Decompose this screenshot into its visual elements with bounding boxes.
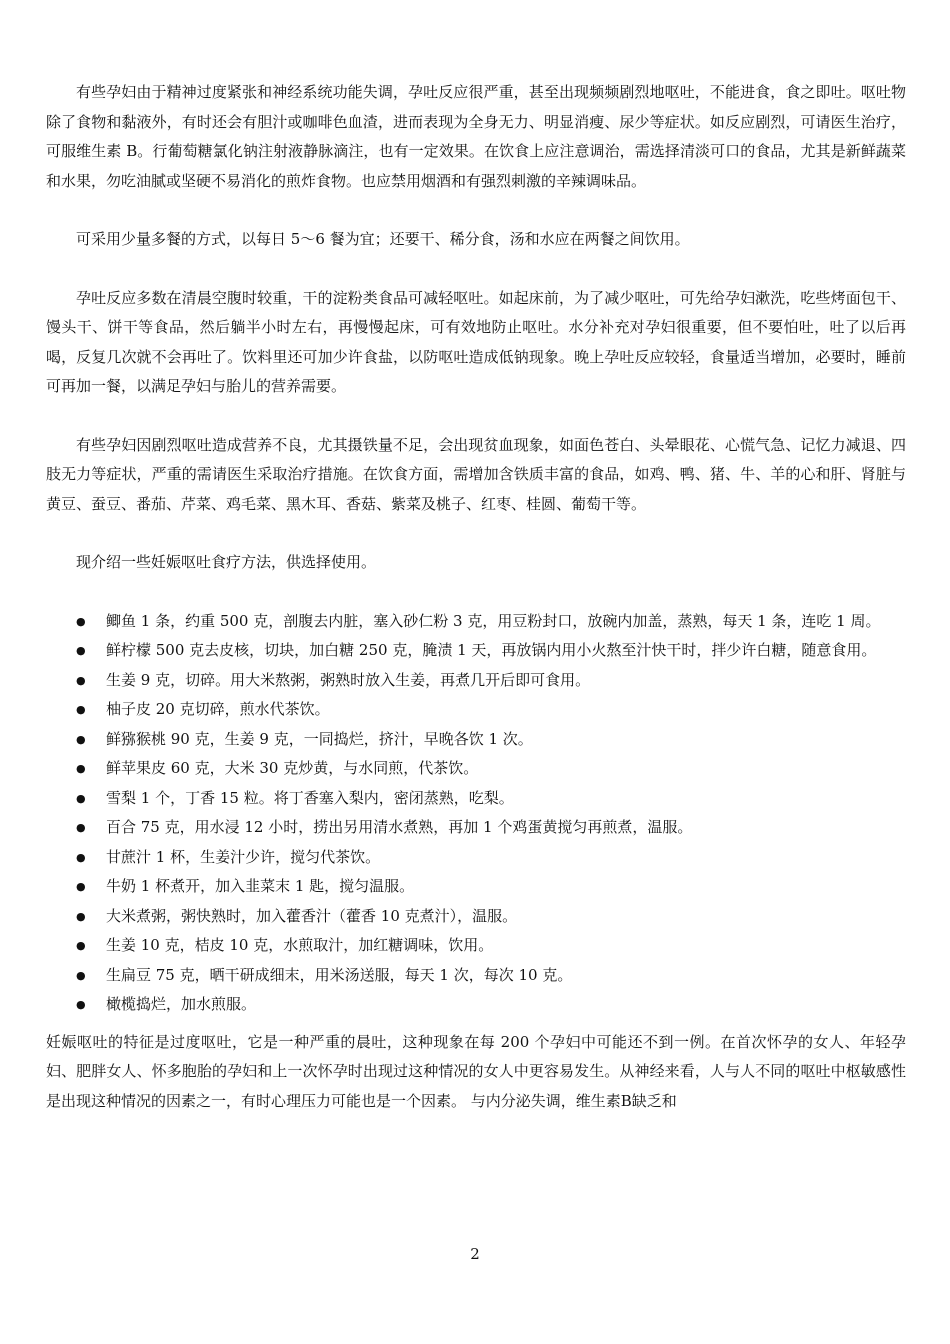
bullet-icon: ● [76, 791, 86, 805]
bullet-icon: ● [76, 968, 86, 982]
paragraph-anemia: 有些孕妇因剧烈呕吐造成营养不良，尤其摄铁量不足，会出现贫血现象，如面色苍白、头晕眼花、心慌气急、记忆力减退、四肢无力等症状，严重的需请医生采取治疗措施。在饮食方面，需增加含铁质丰富的食品，如鸡、鸭、猪、牛、羊的心和肝、肾脏与黄豆、蚕豆、番茄、芹菜、鸡毛菜、黑木耳、香菇、紫菜及桃子、红枣、桂圆、葡萄干等。 [46, 435, 906, 513]
list-item-text: 生姜 10 克，桔皮 10 克，水煎取汁，加红糖调味，饮用。 [106, 936, 494, 954]
page-number: 2 [470, 1245, 480, 1263]
paragraph-morning-sickness: 孕吐反应多数在清晨空腹时较重，干的淀粉类食品可减轻呕吐。如起床前，为了减少呕吐，可先给孕妇漱洗，吃些烤面包干、馒头干、饼干等食品，然后躺半小时左右，再慢慢起床，可有效地防止呕吐。水分补充对孕妇很重要，但不要怕吐，吐了以后再喝，反复几次就不会再吐了。饮料里还可加少许食盐，以防呕吐造成低钠现象。晚上孕吐反应较轻，食量适当增加，必要时，睡前可再加一餐，以满足孕妇与胎儿的营养需要。 [46, 288, 906, 395]
paragraph-gap [46, 255, 906, 284]
list-item [46, 725, 906, 755]
bullet-icon: ● [76, 821, 86, 834]
paragraph-hyperemesis: 妊娠呕吐的特征是过度呕吐，它是一种严重的晨吐，这种现象在每 200 个孕妇中可能还不到一例。在首次怀孕的女人、年轻孕妇、肥胖女人、怀多胞胎的孕妇和上一次怀孕时出现过这种情况的女人中更容易发生。从神经来看，人与人不同的呕吐中枢敏感性是出现这种情况的因素之一，有时心理压力可能也是一个因素。 与内分泌失调，维生素B缺乏和 [46, 1032, 906, 1110]
list-item [46, 754, 906, 784]
list-item [46, 813, 906, 843]
list-item-text: 百合 75 克，用水浸 12 小时，捞出另用清水煮熟，再加 1 个鸡蛋黄搅匀再煎煮，温服。 [106, 818, 693, 836]
list-item [46, 636, 906, 666]
list-item-text: 鲜柠檬 500 克去皮核，切块，加白糖 250 克，腌渍 1 天，再放锅内用小火熬至汁快干时，拌少许白糖，随意食用。 [106, 641, 877, 659]
bullet-icon: ● [76, 732, 86, 746]
list-item-text: 雪梨 1 个，丁香 15 粒。将丁香塞入梨内，密闭蒸熟，吃梨。 [106, 788, 514, 807]
list-item-text: 牛奶 1 杯煮开，加入韭菜末 1 匙，搅匀温服。 [106, 877, 415, 895]
list-item [46, 784, 906, 814]
list-item [46, 695, 906, 725]
list-item-text: 柚子皮 20 克切碎，煎水代茶饮。 [106, 700, 330, 718]
bullet-icon: ● [76, 673, 86, 687]
list-item [46, 931, 906, 961]
list-item [46, 872, 906, 902]
list-item [46, 902, 906, 932]
bullet-icon: ● [76, 762, 86, 775]
bullet-icon: ● [76, 998, 86, 1011]
paragraph-severe-vomiting: 有些孕妇由于精神过度紧张和神经系统功能失调，孕吐反应很严重，甚至出现频频剧烈地呕吐，不能进食，食之即吐。呕吐物除了食物和黏液外，有时还会有胆汁或咖啡色血渣，进而表现为全身无力、明显消瘦、尿少等症状。如反应剧烈，可请医生治疗，可服维生素 B。行葡萄糖氯化钠注射液静脉滴注，也有一定效果。在饮食上应注意调治，需选择清淡可口的食品，尤其是新鲜蔬菜和水果，勿吃油腻或坚硬不易消化的煎炸食物。也应禁用烟酒和有强烈刺激的辛辣调味品。 [46, 83, 906, 190]
bullet-icon: ● [76, 614, 86, 628]
list-item-text: 甘蔗汁 1 杯，生姜汁少许，搅匀代茶饮。 [106, 847, 381, 866]
list-item [46, 990, 906, 1020]
bullet-icon: ● [76, 909, 86, 923]
list-item [46, 666, 906, 696]
list-item [46, 843, 906, 873]
list-item-text: 鲫鱼 1 条，约重 500 克，剖腹去内脏，塞入砂仁粉 3 克，用豆粉封口，放碗内加盖，蒸熟，每天 1 条，连吃 1 周。 [106, 611, 881, 630]
list-item-text: 鲜苹果皮 60 克，大米 30 克炒黄，与水同煎，代茶饮。 [106, 759, 479, 777]
list-item-text: 橄榄捣烂，加水煎服。 [106, 995, 257, 1013]
list-item-text: 生姜 9 克，切碎。用大米熬粥，粥熟时放入生姜，再煮几开后即可食用。 [106, 670, 591, 689]
remedy-list [46, 607, 906, 1020]
bullet-icon: ● [76, 644, 86, 657]
list-item-text: 大米煮粥，粥快熟时，加入藿香汁（藿香 10 克煮汁），温服。 [106, 906, 518, 925]
list-item [46, 607, 906, 637]
paragraph-gap [46, 402, 906, 431]
list-item-text: 生扁豆 75 克，晒干研成细末，用米汤送服，每天 1 次，每次 10 克。 [106, 965, 573, 984]
paragraph-gap [46, 578, 906, 607]
paragraph-remedies-intro: 现介绍一些妊娠呕吐食疗方法，供选择使用。 [76, 553, 377, 571]
bullet-icon: ● [76, 703, 86, 716]
bullet-icon: ● [76, 850, 86, 864]
list-item-text: 鲜猕猴桃 90 克，生姜 9 克，一同捣烂，挤汁，早晚各饮 1 次。 [106, 729, 533, 748]
bullet-icon: ● [76, 880, 86, 893]
list-item [46, 961, 906, 991]
paragraph-small-meals: 可采用少量多餐的方式，以每日 5～6 餐为宜；还要干、稀分食，汤和水应在两餐之间饮用。 [76, 230, 690, 248]
paragraph-gap [46, 196, 906, 225]
paragraph-gap [46, 519, 906, 548]
bullet-icon: ● [76, 939, 86, 952]
